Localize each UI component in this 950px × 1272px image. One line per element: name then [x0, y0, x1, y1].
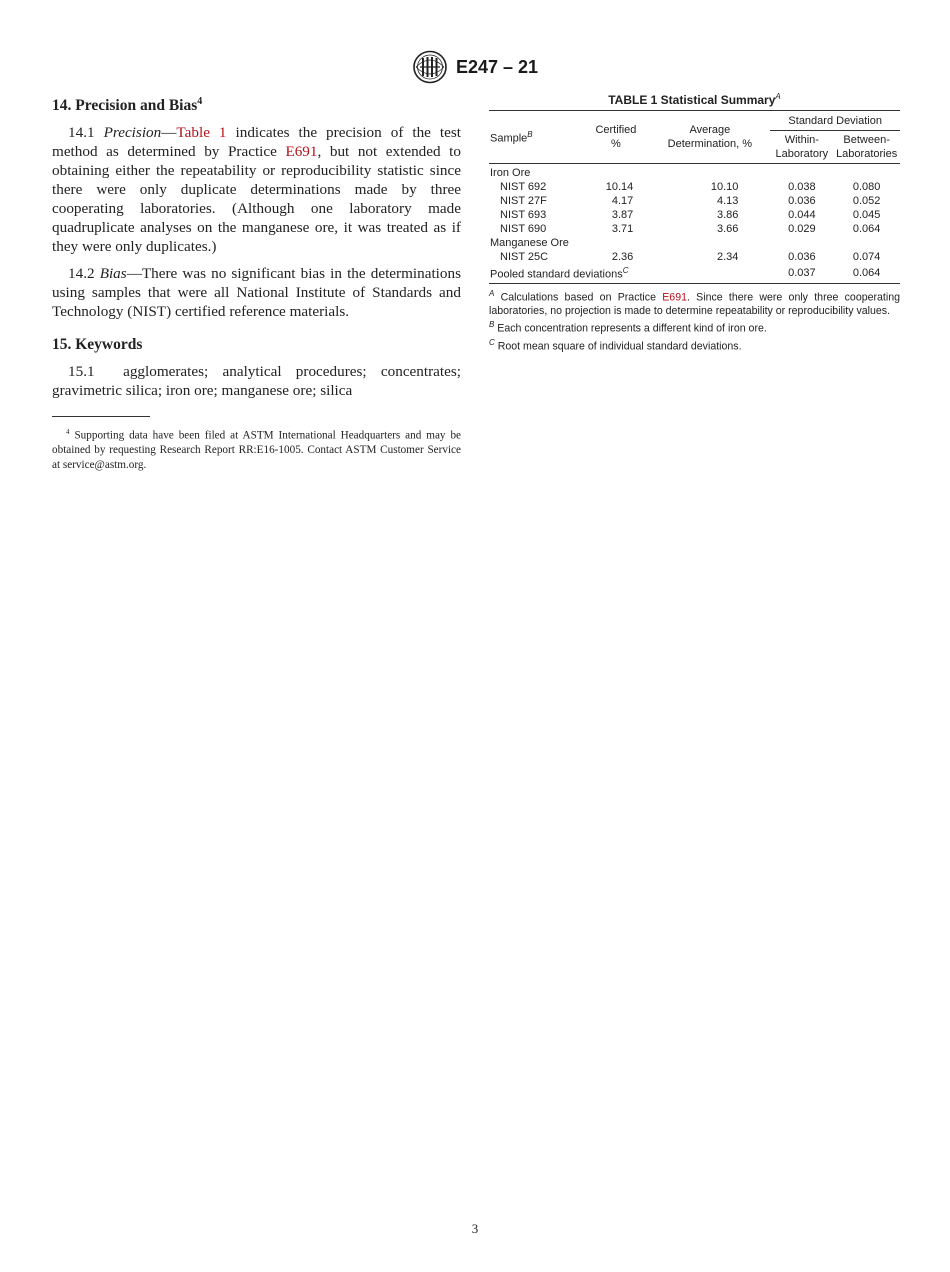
header-between: Between- Laboratories [833, 131, 900, 164]
cell-sample: NIST 25C [500, 251, 549, 263]
group-label: Manganese Ore [490, 237, 569, 249]
group-row-manganese-ore [489, 236, 900, 250]
cell-within: 0.029 [788, 223, 816, 235]
table-row [489, 194, 900, 208]
header-average: Average Determination, % [649, 111, 770, 164]
page-header [0, 50, 950, 84]
e691-link[interactable]: E691 [285, 143, 318, 161]
cell-within: 0.037 [770, 264, 833, 283]
cell-certified: 2.36 [611, 251, 634, 263]
cell-average: 3.86 [716, 209, 739, 221]
cell-pooled-label: Pooled standard deviations$^C$ [489, 264, 770, 283]
cell-within: 0.036 [788, 195, 816, 207]
cell-within: 0.036 [788, 251, 816, 263]
cell-between: 0.080 [852, 181, 881, 193]
right-column [489, 92, 900, 354]
table-1-link[interactable]: Table 1 [176, 124, 227, 142]
cell-certified: 3.87 [611, 209, 634, 221]
table-row [489, 222, 900, 236]
cell-sample: NIST 692 [500, 181, 547, 193]
table-note-a: $^A$ Calculations based on Practice E691. Since there were only three cooperating laboratories, no projection is made to determine repeatability or reproducibility values. [489, 288, 900, 317]
cell-average: 10.10 [710, 181, 739, 193]
left-column [52, 92, 461, 472]
cell-sample: NIST 690 [500, 223, 547, 235]
cell-within: 0.038 [788, 181, 816, 193]
cell-average: 3.66 [716, 223, 739, 235]
section-15-heading: 15. Keywords [52, 336, 143, 354]
cell-within: 0.044 [788, 209, 816, 221]
table-row [489, 250, 900, 264]
group-label: Iron Ore [490, 167, 531, 179]
page-number: 3 [471, 1221, 479, 1236]
cell-certified: 10.14 [605, 181, 634, 193]
paragraph-15-1: 15.1 agglomerates; analytical procedures; concentrates; gravimetric silica; iron ore; manganese ore; silica [52, 363, 461, 400]
cell-between: 0.064 [833, 264, 900, 283]
header-certified: Certified % [583, 111, 650, 164]
document-id: E247 – 21 [455, 56, 539, 77]
table-note-c: $^C$ Root mean square of individual standard deviations. [489, 338, 742, 353]
paragraph-14-2: 14.2 Bias—There was no significant bias in the determinations using samples that were all National Institute of Standards and Technology (NIST) certified reference materials. [52, 265, 462, 321]
e691-link[interactable]: E691 [662, 291, 687, 304]
cell-between: 0.074 [852, 251, 881, 263]
table-row [489, 180, 900, 194]
group-row-iron-ore [489, 164, 900, 181]
header-sample: Sample$^B$ [489, 111, 583, 164]
cell-between: 0.045 [852, 209, 881, 221]
cell-sample: NIST 693 [500, 209, 547, 221]
footnote-4: $^4$ Supporting data have been filed at ASTM International Headquarters and may be obtained by requesting Research Report RR:E16-1005. Contact ASTM Customer Service at service@astm.org. [52, 428, 462, 471]
cell-certified: 3.71 [611, 223, 634, 235]
table-row [489, 208, 900, 222]
astm-logo-icon [412, 50, 448, 84]
cell-certified: 4.17 [611, 195, 634, 207]
table-1-title: TABLE 1 Statistical Summary$^A$ [608, 92, 781, 107]
cell-between: 0.052 [852, 195, 881, 207]
table-note-b: $^B$ Each concentration represents a different kind of iron ore. [489, 320, 767, 335]
cell-average: 2.34 [716, 251, 739, 263]
statistical-summary-table [489, 110, 900, 284]
paragraph-14-1: 14.1 Precision—Table 1 indicates the precision of the test method as determined by Practice E691, but not extended to obtaining either the repeatability or reproducibility statistic since there were only duplicate determinations made by three cooperating laboratories. (Although one laboratory made quadruplicate analyses on the manganese ore, it was treated as if they were only duplicates.) [52, 124, 462, 256]
header-standard-deviation: Standard Deviation [770, 111, 900, 131]
cell-between: 0.064 [852, 223, 881, 235]
cell-sample: NIST 27F [500, 195, 547, 207]
cell-average: 4.13 [716, 195, 739, 207]
header-within: Within- Laboratory [770, 131, 833, 164]
footnote-ref-4[interactable]: 4 [197, 96, 203, 107]
footnote-divider [52, 416, 150, 417]
pooled-row [489, 264, 900, 283]
table-notes [489, 287, 900, 355]
section-14-heading: 14. Precision and Bias$^4$ [52, 96, 203, 115]
